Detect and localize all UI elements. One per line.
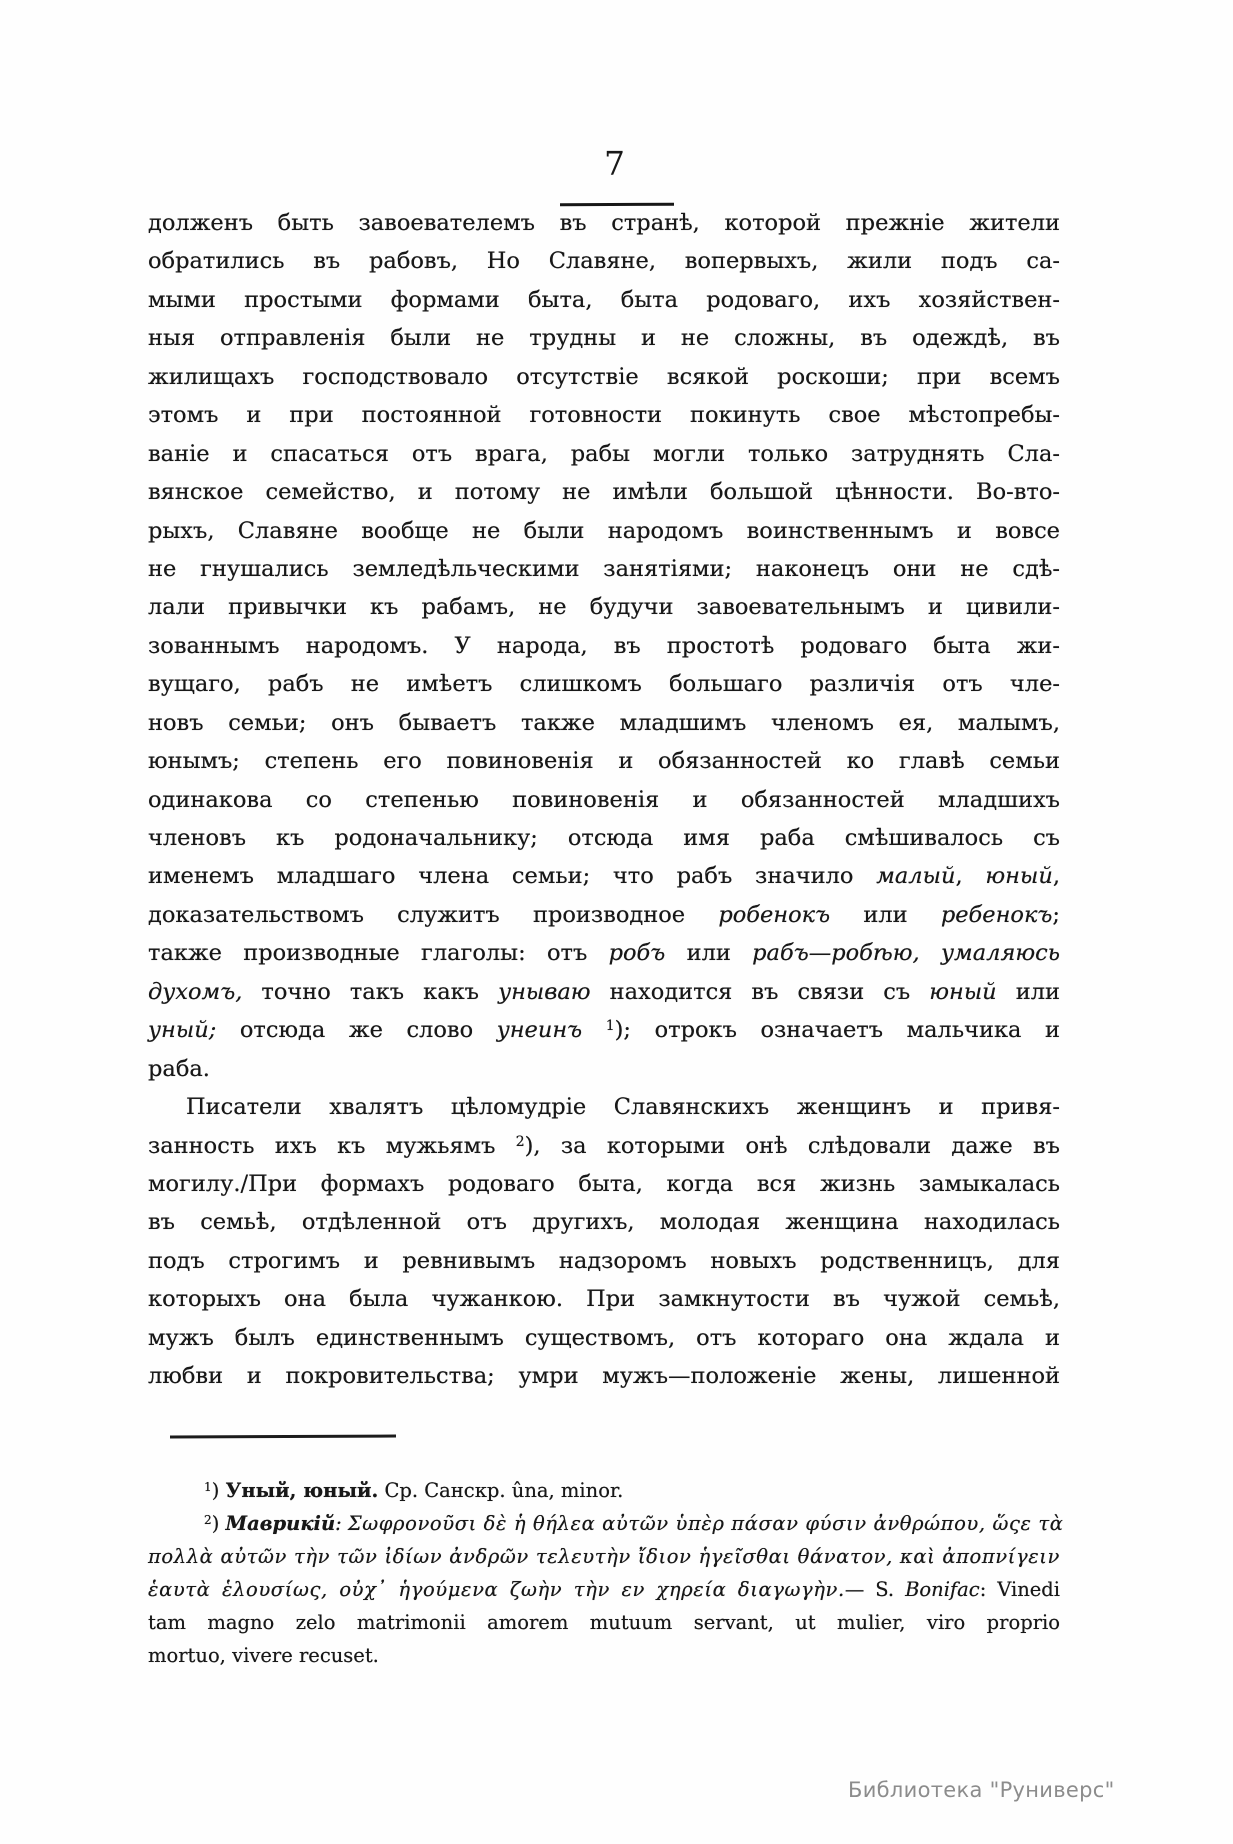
text-line xyxy=(148,1011,1060,1049)
text-segment: унеинъ xyxy=(496,1017,583,1044)
text-segment: Маврикій xyxy=(225,1512,336,1535)
text-segment: mortuo, vivere recuset. xyxy=(148,1644,379,1667)
text-segment: ἑαυτὰ ἑλουσίως, οὐχ᾽ ἡγούμενα ζωὴν τὴν εν χηρεία διαγωγὴν. xyxy=(148,1578,845,1601)
text-segment: духомъ, xyxy=(148,978,243,1005)
text-line xyxy=(148,1319,1060,1357)
body-text xyxy=(148,204,1060,1396)
text-line xyxy=(148,857,1060,895)
text-segment: робъ xyxy=(608,940,666,967)
text-segment: робѣю, умаляюсь xyxy=(831,940,1061,967)
text-segment: находится въ связи съ xyxy=(590,978,930,1005)
text-segment: доказательствомъ служитъ производное xyxy=(148,901,719,928)
text-line xyxy=(148,781,1060,819)
text-segment: малый xyxy=(876,863,956,890)
footnote-marker: 1 xyxy=(605,1018,615,1035)
text-line xyxy=(148,319,1060,357)
text-segment: рыхъ, Славяне вообще не были народомъ воинственнымъ и вовсе xyxy=(148,517,1060,544)
text-segment: Уный, юный. xyxy=(225,1479,379,1502)
text-segment: вянское семейство, и потому не имѣли большой цѣнности. Во-вто- xyxy=(148,479,1060,506)
text-segment: именемъ младшаго члена семьи; что рабъ значило xyxy=(148,863,877,890)
text-segment: юнымъ; степень его повиновенія и обязанностей ко главѣ семьи xyxy=(148,748,1060,775)
footnotes xyxy=(148,1474,1064,1672)
text-segment: рабъ xyxy=(752,940,809,967)
text-segment xyxy=(582,1017,606,1043)
text-line xyxy=(148,512,1060,550)
text-segment: въ семьѣ, отдѣленной отъ другихъ, молодая женщина находилась xyxy=(148,1209,1060,1236)
text-segment: членовъ къ родоначальнику; отсюда имя раба смѣшивалось съ xyxy=(148,825,1060,851)
text-segment: ребенокъ xyxy=(940,901,1053,928)
text-segment: ваніе и спасаться отъ врага, рабы могли только затруднять Сла- xyxy=(148,440,1060,467)
page-number: 7 xyxy=(604,144,626,183)
text-segment: могилу./При формахъ родоваго быта, когда вся жизнь замыкалась xyxy=(148,1170,1060,1197)
text-segment: Ср. Санскр. ûna, minor. xyxy=(378,1479,624,1502)
text-segment: уный; xyxy=(148,1017,217,1044)
text-segment: одинакова со степенью повиновенія и обязанностей младшихъ xyxy=(148,786,1060,813)
text-line xyxy=(148,1573,1060,1606)
text-segment: ; xyxy=(1052,901,1060,928)
text-segment: Bonifac xyxy=(905,1578,980,1601)
text-segment: долженъ быть завоевателемъ въ странѣ, которой прежніе жители xyxy=(148,210,1060,236)
text-segment: юный xyxy=(929,978,997,1005)
text-segment: , xyxy=(1052,863,1060,890)
text-line xyxy=(148,627,1060,665)
text-line xyxy=(148,1127,1060,1165)
text-line xyxy=(148,934,1060,972)
text-segment: ) xyxy=(211,1479,226,1502)
text-line xyxy=(148,396,1060,434)
text-segment: : Vinedi xyxy=(979,1578,1061,1601)
text-segment: — S. xyxy=(844,1578,906,1601)
text-line xyxy=(148,1606,1060,1639)
text-line xyxy=(148,1203,1060,1241)
text-line xyxy=(148,435,1060,473)
text-segment: , xyxy=(955,863,986,890)
text-line xyxy=(148,588,1060,626)
text-segment: робенокъ xyxy=(718,901,831,928)
text-segment: πολλὰ αὐτῶν τὴν τῶν ἰδίων ἀνδρῶν τελευτὴν ἴδιον ἡγεῖσθαι θάνατον, καὶ ἀποπνίγειν xyxy=(148,1545,1060,1568)
text-line xyxy=(148,473,1060,511)
text-segment: раба. xyxy=(148,1055,210,1082)
text-line xyxy=(148,665,1060,703)
text-segment: отсюда же слово xyxy=(216,1017,497,1044)
footnote-marker: 2 xyxy=(515,1133,525,1150)
text-line xyxy=(148,704,1060,742)
footnote-marker: 1 xyxy=(204,1479,212,1494)
text-line xyxy=(148,1540,1060,1573)
text-line xyxy=(148,281,1060,319)
text-segment: вущаго, рабъ не имѣетъ слишкомъ большаго различія отъ чле- xyxy=(148,671,1060,698)
text-segment: занность ихъ къ мужьямъ xyxy=(148,1132,516,1159)
text-line xyxy=(148,742,1060,780)
text-segment: tam magno zelo matrimonii amorem mutuum servant, ut mulier, viro proprio xyxy=(148,1611,1060,1634)
text-line xyxy=(148,819,1060,857)
text-line xyxy=(148,1088,1060,1126)
text-line xyxy=(148,550,1060,588)
text-line xyxy=(148,1280,1060,1318)
text-segment: Σωφρονοῦσι δὲ ἡ θήλεα αὐτῶν ὑπὲρ πάσαν φύσιν ἀνθρώπου, ὥςε τὰ xyxy=(347,1512,1064,1535)
text-segment: : xyxy=(335,1512,348,1535)
text-segment: ныя отправленія были не трудны и не сложны, въ одеждѣ, въ xyxy=(148,325,1060,352)
text-segment: новъ семьи; онъ бываетъ также младшимъ членомъ ея, малымъ, xyxy=(148,709,1060,736)
text-line xyxy=(148,358,1060,396)
text-segment: ); отрокъ означаетъ мальчика и xyxy=(614,1017,1061,1044)
text-line xyxy=(148,1165,1060,1203)
text-segment: мужъ былъ единственнымъ существомъ, отъ котораго она ждала и xyxy=(148,1324,1060,1351)
text-segment: или xyxy=(830,901,941,928)
text-line xyxy=(148,973,1060,1011)
text-segment: ), за которыми онѣ слѣдовали даже въ xyxy=(524,1132,1060,1159)
text-segment: мыми простыми формами быта, быта родоваго, ихъ хозяйствен- xyxy=(148,286,1060,313)
text-line xyxy=(148,1242,1060,1280)
text-line xyxy=(148,1357,1060,1395)
text-segment: также производные глаголы: отъ xyxy=(148,940,609,967)
text-segment: которыхъ она была чужанкою. При замкнутости въ чужой семьѣ, xyxy=(148,1286,1060,1313)
text-segment: лали привычки къ рабамъ, не будучи завоевательнымъ и цивили- xyxy=(148,594,1060,621)
text-segment: не гнушались земледѣльческими занятіями; наконецъ они не сдѣ- xyxy=(148,555,1060,582)
text-segment: или xyxy=(665,940,753,967)
text-segment: ) xyxy=(211,1512,226,1535)
text-line xyxy=(148,1639,1060,1672)
text-segment: любви и покровительства; умри мужъ—положеніе жены, лишенной xyxy=(148,1363,1060,1390)
text-segment: точно такъ какъ xyxy=(242,978,499,1005)
text-segment: Писатели хвалятъ цѣломудріе Славянскихъ женщинъ и привя- xyxy=(186,1094,1060,1121)
text-segment: подъ строгимъ и ревнивымъ надзоромъ новыхъ родственницъ, для xyxy=(148,1247,1060,1274)
text-segment: обратились въ рабовъ, Но Славяне, вопервыхъ, жили подъ са- xyxy=(148,248,1060,275)
text-segment: жилищахъ господствовало отсутствіе всякой роскоши; при всемъ xyxy=(148,363,1060,390)
text-segment: этомъ и при постоянной готовности покинуть свое мѣстопребы- xyxy=(148,402,1060,429)
text-segment: или xyxy=(996,978,1060,1005)
text-segment: — xyxy=(808,940,832,967)
text-line xyxy=(148,1050,1060,1088)
text-segment: унываю xyxy=(498,978,591,1005)
text-line xyxy=(148,896,1060,934)
text-line xyxy=(148,1507,1064,1540)
text-segment: зованнымъ народомъ. У народа, въ простотѣ родоваго быта жи- xyxy=(148,632,1060,659)
footnote-separator xyxy=(170,1435,396,1439)
text-segment: юный xyxy=(985,863,1053,890)
footnote-marker: 2 xyxy=(204,1512,212,1527)
watermark: Библиотека "Руниверс" xyxy=(848,1778,1115,1802)
text-line xyxy=(148,242,1060,280)
text-line xyxy=(148,204,1060,242)
text-line xyxy=(148,1474,1060,1507)
